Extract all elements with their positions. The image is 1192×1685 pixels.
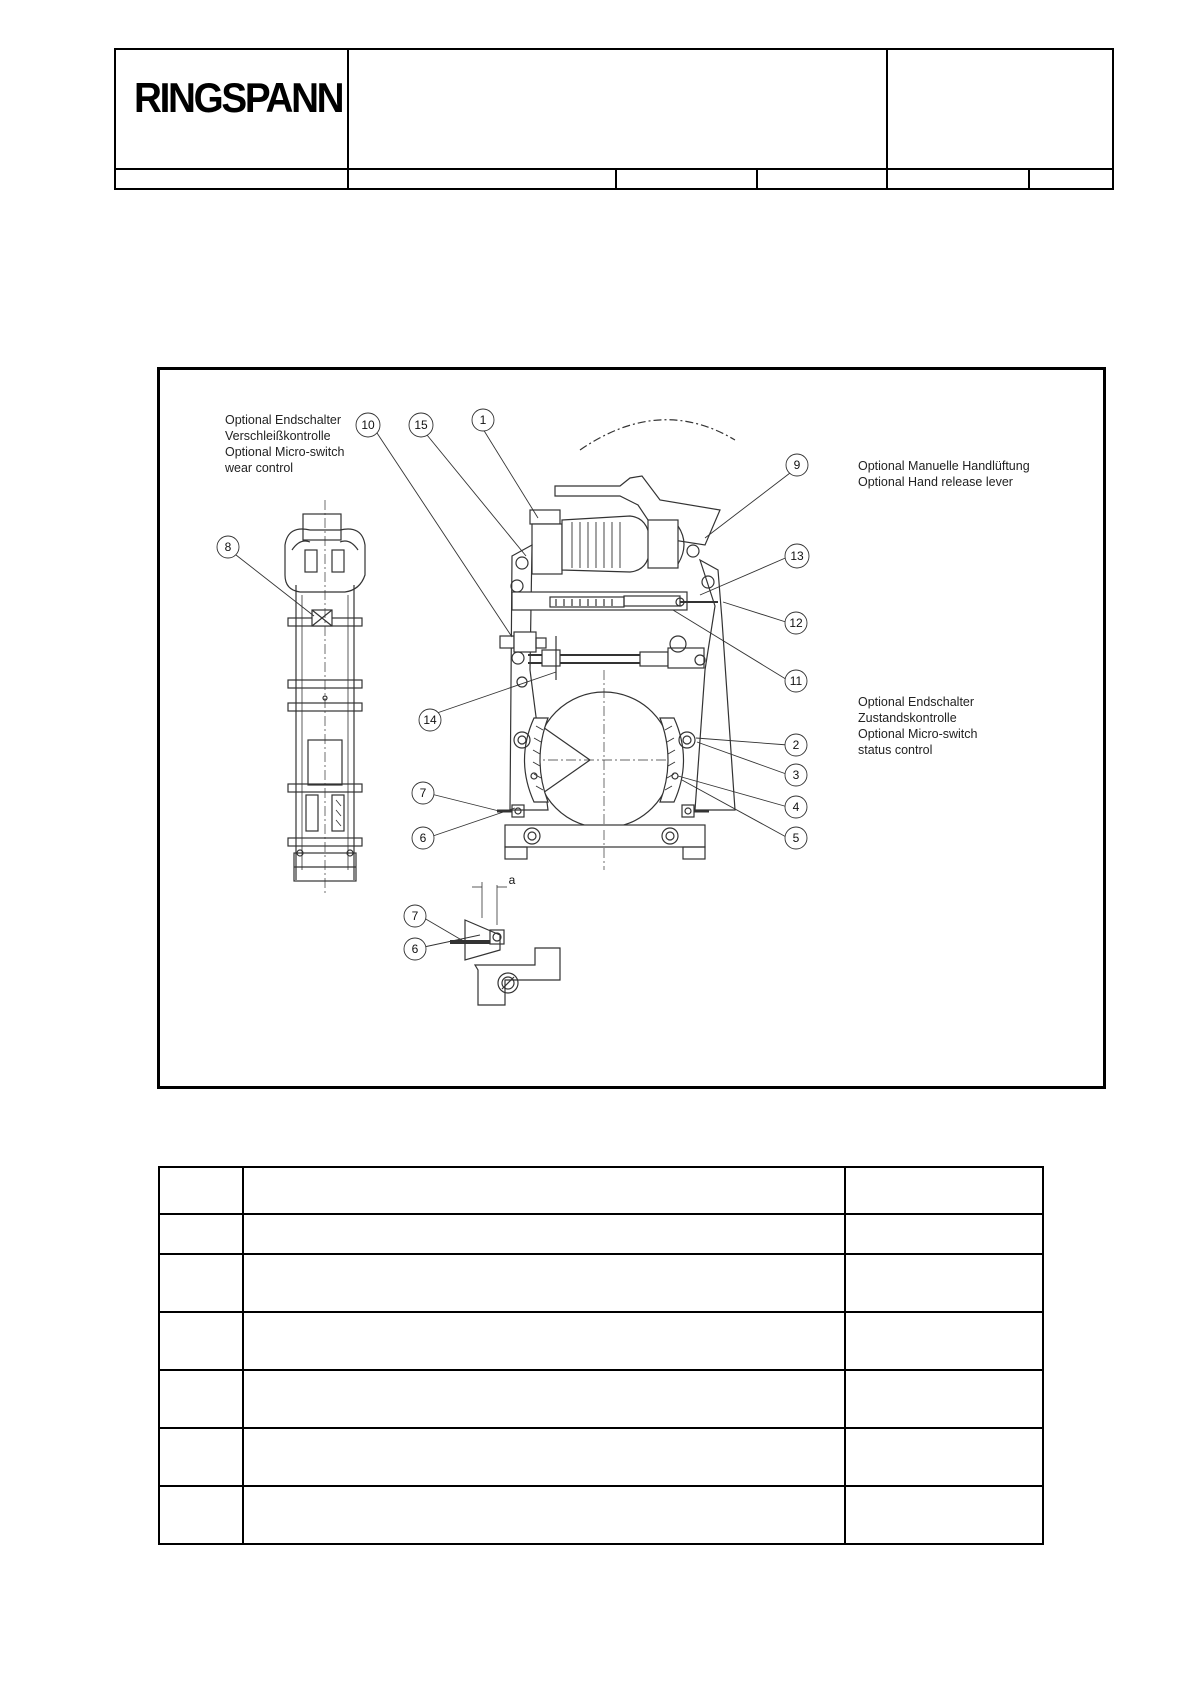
table-cell-pos xyxy=(159,1167,243,1214)
table-cell-value xyxy=(845,1254,1043,1312)
parts-table xyxy=(158,1166,1044,1545)
table-cell-value xyxy=(845,1312,1043,1370)
table-row xyxy=(159,1254,1043,1312)
table-cell-value xyxy=(845,1214,1043,1254)
annotation-line: Optional Hand release lever xyxy=(858,475,1013,489)
wear-control-annotation xyxy=(224,413,345,475)
front-view xyxy=(497,420,735,870)
table-cell-value xyxy=(845,1370,1043,1428)
table-cell-description xyxy=(243,1486,846,1544)
annotation-line: Zustandskontrolle xyxy=(858,711,957,725)
doc-number-cell xyxy=(888,50,1112,170)
title-block xyxy=(114,48,1114,190)
table-cell-pos xyxy=(159,1428,243,1486)
table-cell-description xyxy=(243,1214,846,1254)
header-footer-cell-3 xyxy=(617,170,758,188)
callout-14: 14 xyxy=(423,713,437,727)
annotation-line: Verschleißkontrolle xyxy=(225,429,331,443)
annotation-line: Optional Manuelle Handlüftung xyxy=(858,459,1030,473)
detail-callout-6: 6 xyxy=(411,942,419,956)
brake-drawing-figure xyxy=(157,367,1106,1089)
table-row xyxy=(159,1167,1043,1214)
header-footer-cell-6 xyxy=(1030,170,1112,188)
table-cell-pos xyxy=(159,1370,243,1428)
callout-8: 8 xyxy=(224,540,232,554)
callout-1: 1 xyxy=(479,413,487,427)
hand-release-annotation xyxy=(858,459,1030,489)
table-cell-pos xyxy=(159,1254,243,1312)
table-cell-pos xyxy=(159,1312,243,1370)
table-row xyxy=(159,1370,1043,1428)
callout-6: 6 xyxy=(419,831,427,845)
callout-13: 13 xyxy=(790,549,804,563)
annotation-line: status control xyxy=(858,743,933,757)
table-cell-pos xyxy=(159,1214,243,1254)
callout-9: 9 xyxy=(793,458,801,472)
table-cell-description xyxy=(243,1167,846,1214)
annotation-line: Optional Endschalter xyxy=(225,413,342,427)
callout-3: 3 xyxy=(792,768,800,782)
annotation-line: wear control xyxy=(225,461,294,475)
table-cell-value xyxy=(845,1167,1043,1214)
table-row xyxy=(159,1214,1043,1254)
annotation-line: Optional Micro-switch xyxy=(225,445,345,459)
header-footer-cell-4 xyxy=(758,170,888,188)
callout-7: 7 xyxy=(419,786,427,800)
table-row xyxy=(159,1486,1043,1544)
header-footer-cell-1 xyxy=(116,170,349,188)
header-footer-cell-2 xyxy=(349,170,617,188)
table-cell-value xyxy=(845,1486,1043,1544)
table-cell-description xyxy=(243,1370,846,1428)
brake-drawing xyxy=(160,370,1103,1086)
header-footer-cell-5 xyxy=(888,170,1030,188)
callout-2: 2 xyxy=(792,738,800,752)
logo-cell xyxy=(116,50,349,170)
ringspann-logo: RINGSPANN xyxy=(134,74,343,121)
detail-callout-7: 7 xyxy=(411,909,419,923)
table-cell-value xyxy=(845,1428,1043,1486)
callout-5: 5 xyxy=(792,831,800,845)
table-row xyxy=(159,1428,1043,1486)
gap-label-a: a xyxy=(508,873,516,887)
callout-12: 12 xyxy=(789,616,803,630)
title-cell xyxy=(349,50,888,170)
side-view xyxy=(285,500,365,895)
callout-4: 4 xyxy=(792,800,800,814)
callout-11: 11 xyxy=(789,674,803,688)
callout-15: 15 xyxy=(414,418,428,432)
table-cell-description xyxy=(243,1428,846,1486)
table-row xyxy=(159,1312,1043,1370)
annotation-line: Optional Micro-switch xyxy=(858,727,978,741)
annotation-line: Optional Endschalter xyxy=(858,695,975,709)
table-cell-pos xyxy=(159,1486,243,1544)
table-cell-description xyxy=(243,1312,846,1370)
callout-10: 10 xyxy=(361,418,375,432)
table-cell-description xyxy=(243,1254,846,1312)
status-control-annotation xyxy=(858,695,978,757)
detail-view xyxy=(450,882,560,1005)
